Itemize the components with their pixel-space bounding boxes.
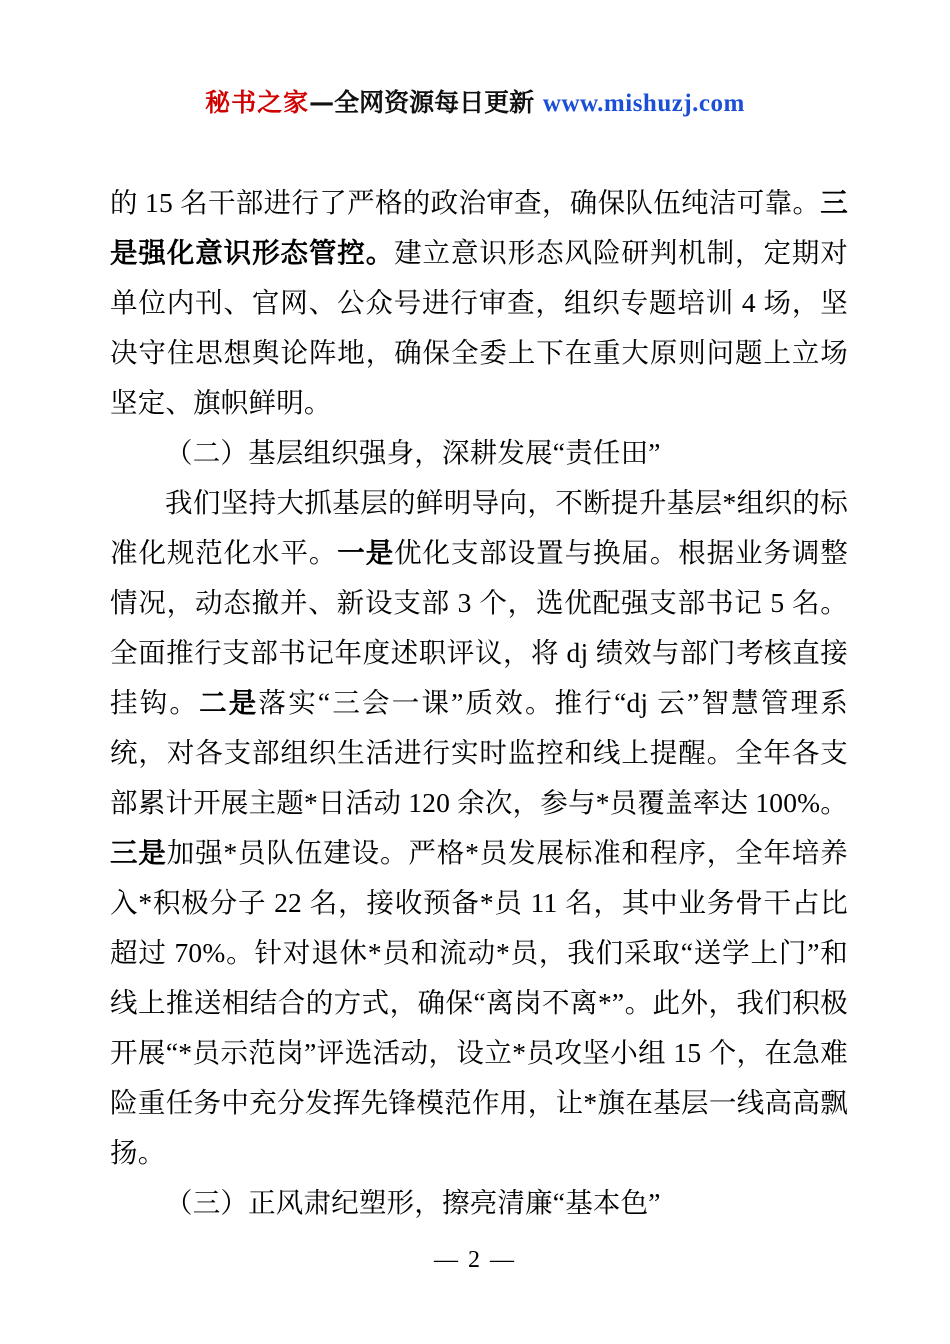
text-run: 加强*员队伍建设。 — [166, 837, 409, 868]
text-run: （三）正风肃纪塑形，擦亮清廉“基本色” — [165, 1187, 661, 1218]
text-run: 优化支部设置与换届。 — [394, 537, 679, 568]
text-run: 建立意识形态风险研判机制，定期对单位内刊、官网、公众号进行审查，组织专题培训 4 场，坚决守住思想舆论阵地，确保全委上下在重大原则问题上立场坚定、旗帜鲜明。 — [110, 237, 848, 418]
text-run: 的 15 名干部进行了严格的政治审查，确保队伍纯洁可靠。 — [110, 187, 821, 218]
site-tagline-label: —全网资源每日更新 — [309, 88, 543, 117]
site-url-link[interactable]: www.mishuzj.com — [542, 90, 745, 117]
text-run: 我们坚持大抓基层的鲜明导向，不断提升基层*组织的标准化规范化水平。 — [110, 487, 848, 568]
text-run: 强化意识形态管控。 — [138, 237, 395, 268]
text-run: 二是 — [199, 687, 259, 718]
page-number-footer: — 2 — — [434, 1247, 516, 1273]
paragraph-基层组织 — [110, 478, 848, 1178]
text-run: 三是 — [110, 837, 167, 868]
site-watermark-banner — [0, 88, 950, 119]
text-run: 严格*员发展标准和程序，全年培养入*积极分子 22 名，接收预备*员 11 名，其中业务骨干占比超过 70%。针对退休*员和流动*员，我们采取“送学上门”和线上推送相结合的方式，确保“离岗不离*”。此外，我们积极开展“*员示范岗”评选活动，设立*员攻坚小组 15 个，在急难险重任务中充分发挥先锋模范作用，让*旗在基层一线高高飘扬。 — [110, 837, 848, 1168]
text-run: 根据业务调整情况，动态撤并、新设支部 3 个，选优配强支部书记 5 名。全面推行支部书记年度述职评议，将 dj 绩效与部门考核直接挂钩。 — [110, 537, 849, 718]
text-run: 一是 — [337, 537, 395, 568]
document-body — [110, 178, 848, 1228]
paragraph-heading-二 — [110, 428, 848, 478]
text-run: 落实“三会一课”质效。 — [258, 687, 555, 718]
paragraph-政治审查 — [110, 178, 848, 428]
text-run: 推行“dj 云”智慧管理系统，对各支部组织生活进行实时监控和线上提醒。全年各支部累计开展主题*日活动 120 余次，参与*员覆盖率达 100%。 — [110, 687, 848, 818]
site-brand-label: 秘书之家 — [205, 88, 310, 117]
paragraph-heading-三 — [110, 1178, 848, 1228]
text-run: 三是 — [110, 187, 848, 268]
text-run: （二）基层组织强身，深耕发展“责任田” — [165, 437, 661, 468]
